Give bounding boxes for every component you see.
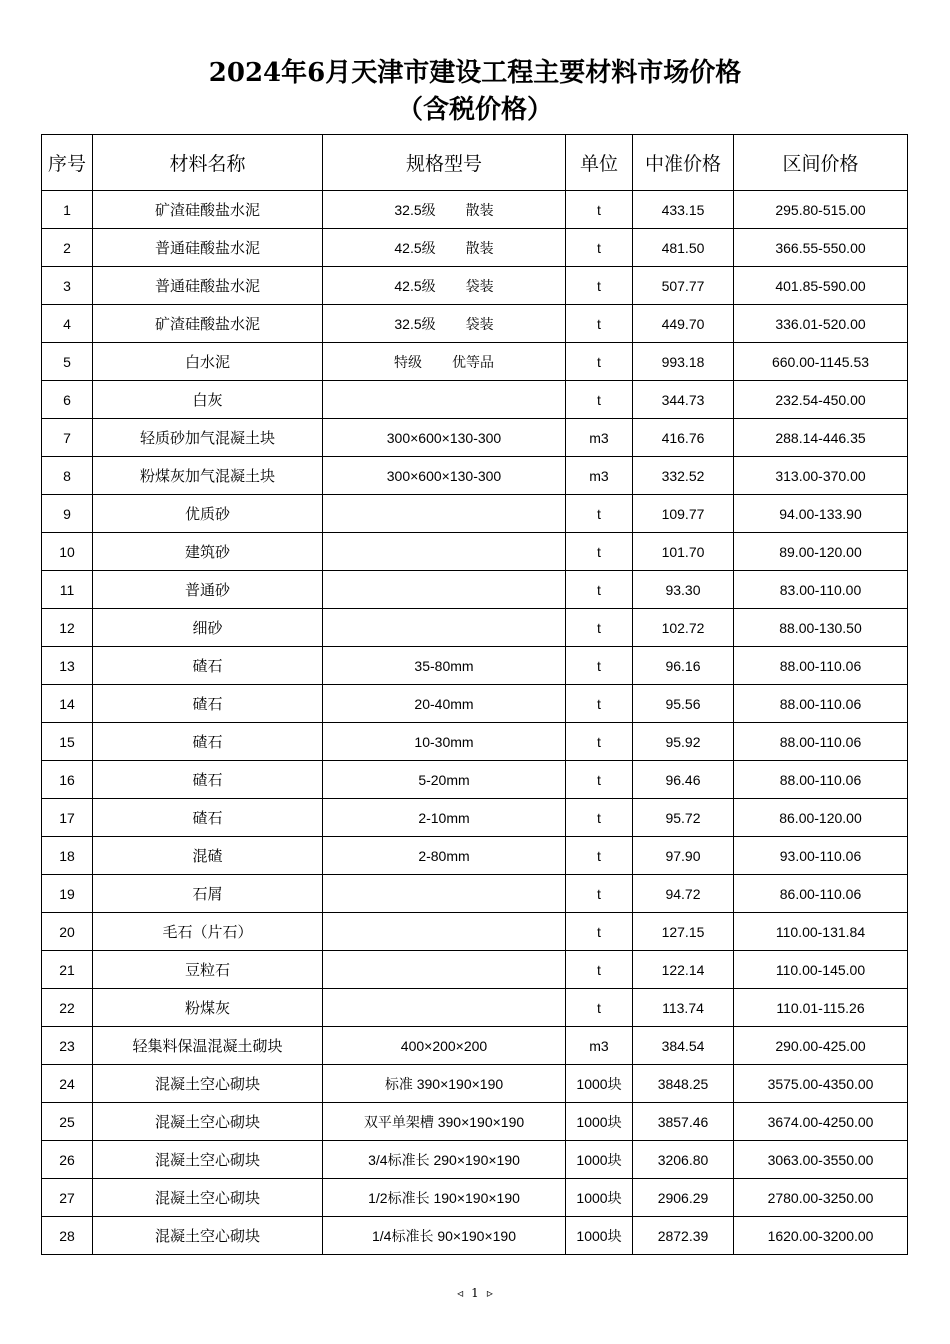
cell-range-price: 83.00-110.00 (734, 571, 908, 609)
cell-name: 石屑 (93, 875, 323, 913)
cell-range-price: 660.00-1145.53 (734, 343, 908, 381)
cell-spec (323, 723, 566, 761)
cell-name: 毛石（片石） (93, 913, 323, 951)
cell-range-price: 295.80-515.00 (734, 191, 908, 229)
cell-name: 混凝土空心砌块 (93, 1179, 323, 1217)
cell-mid-price: 481.50 (633, 229, 734, 267)
cell-unit: t (566, 647, 633, 685)
cell-unit: 1000块 (566, 1065, 633, 1103)
cell-mid-price: 96.16 (633, 647, 734, 685)
cell-range-price: 86.00-120.00 (734, 799, 908, 837)
cell-no: 6 (42, 381, 93, 419)
cell-name: 碴石 (93, 647, 323, 685)
cell-range-price: 288.14-446.35 (734, 419, 908, 457)
spec-value: 400×200×200 (400, 1037, 488, 1054)
cell-name: 普通砂 (93, 571, 323, 609)
cell-name: 矿渣硅酸盐水泥 (93, 191, 323, 229)
cell-mid-price: 95.56 (633, 685, 734, 723)
cell-name: 建筑砂 (93, 533, 323, 571)
cell-range-price: 89.00-120.00 (734, 533, 908, 571)
spec-value: 300×600×130-300 (386, 429, 502, 446)
cell-unit: t (566, 723, 633, 761)
cell-no: 17 (42, 799, 93, 837)
spec-value: 42.5级 (394, 277, 436, 294)
cell-mid-price: 95.92 (633, 723, 734, 761)
header-range-price: 区间价格 (734, 135, 908, 191)
cell-spec (323, 913, 566, 951)
cell-range-price: 290.00-425.00 (734, 1027, 908, 1065)
cell-no: 11 (42, 571, 93, 609)
cell-name: 矿渣硅酸盐水泥 (93, 305, 323, 343)
cell-range-price: 110.00-145.00 (734, 951, 908, 989)
cell-no: 27 (42, 1179, 93, 1217)
cell-unit: t (566, 609, 633, 647)
cell-mid-price: 3206.80 (633, 1141, 734, 1179)
cell-mid-price: 127.15 (633, 913, 734, 951)
cell-name: 碴石 (93, 761, 323, 799)
table-row (42, 685, 908, 723)
cell-no: 12 (42, 609, 93, 647)
cell-no: 3 (42, 267, 93, 305)
cell-mid-price: 3848.25 (633, 1065, 734, 1103)
table-row (42, 1027, 908, 1065)
cell-unit: 1000块 (566, 1179, 633, 1217)
cell-range-price: 110.00-131.84 (734, 913, 908, 951)
cell-unit: t (566, 685, 633, 723)
cell-spec (323, 837, 566, 875)
cell-mid-price: 94.72 (633, 875, 734, 913)
cell-no: 15 (42, 723, 93, 761)
cell-unit: t (566, 913, 633, 951)
cell-name: 粉煤灰加气混凝土块 (93, 457, 323, 495)
header-spec: 规格型号 (323, 135, 566, 191)
cell-name: 轻质砂加气混凝土块 (93, 419, 323, 457)
cell-range-price: 110.01-115.26 (734, 989, 908, 1027)
table-header-row (42, 135, 908, 191)
spec-value: 1/2标准长 190×190×190 (368, 1189, 520, 1206)
cell-name: 白灰 (93, 381, 323, 419)
cell-mid-price: 93.30 (633, 571, 734, 609)
cell-range-price: 88.00-110.06 (734, 723, 908, 761)
cell-unit: t (566, 533, 633, 571)
cell-name: 混凝土空心砌块 (93, 1103, 323, 1141)
spec-value: 32.5级 (394, 201, 436, 218)
table-row (42, 191, 908, 229)
cell-spec (323, 1179, 566, 1217)
spec-value: 1/4标准长 90×190×190 (372, 1227, 516, 1244)
cell-name: 混凝土空心砌块 (93, 1217, 323, 1255)
cell-unit: t (566, 761, 633, 799)
table-row (42, 381, 908, 419)
cell-name: 普通硅酸盐水泥 (93, 229, 323, 267)
cell-range-price: 401.85-590.00 (734, 267, 908, 305)
cell-unit: t (566, 267, 633, 305)
table-body (42, 191, 908, 1255)
cell-no: 7 (42, 419, 93, 457)
cell-no: 8 (42, 457, 93, 495)
cell-range-price: 3063.00-3550.00 (734, 1141, 908, 1179)
cell-mid-price: 332.52 (633, 457, 734, 495)
next-page-icon: ▹ (486, 1286, 493, 1300)
cell-spec (323, 343, 566, 381)
cell-unit: t (566, 305, 633, 343)
cell-name: 白水泥 (93, 343, 323, 381)
cell-no: 28 (42, 1217, 93, 1255)
cell-range-price: 3674.00-4250.00 (734, 1103, 908, 1141)
cell-mid-price: 109.77 (633, 495, 734, 533)
spec-value: 标准 390×190×190 (384, 1075, 504, 1092)
cell-no: 9 (42, 495, 93, 533)
cell-spec (323, 571, 566, 609)
cell-mid-price: 344.73 (633, 381, 734, 419)
spec-value: 10-30mm (414, 733, 474, 750)
cell-name: 普通硅酸盐水泥 (93, 267, 323, 305)
cell-unit: t (566, 837, 633, 875)
cell-no: 1 (42, 191, 93, 229)
cell-mid-price: 2906.29 (633, 1179, 734, 1217)
cell-spec (323, 267, 566, 305)
spec-value: 42.5级 (394, 239, 436, 256)
cell-name: 粉煤灰 (93, 989, 323, 1027)
cell-range-price: 2780.00-3250.00 (734, 1179, 908, 1217)
spec-value: 5-20mm (418, 771, 470, 788)
cell-mid-price: 384.54 (633, 1027, 734, 1065)
cell-spec (323, 761, 566, 799)
cell-range-price: 366.55-550.00 (734, 229, 908, 267)
page-number: 1 (471, 1286, 479, 1300)
cell-spec (323, 1065, 566, 1103)
cell-spec (323, 685, 566, 723)
cell-range-price: 88.00-110.06 (734, 647, 908, 685)
spec-value: 32.5级 (394, 315, 436, 332)
cell-no: 10 (42, 533, 93, 571)
table-row (42, 419, 908, 457)
cell-name: 碴石 (93, 799, 323, 837)
cell-spec (323, 1027, 566, 1065)
cell-no: 14 (42, 685, 93, 723)
cell-range-price: 3575.00-4350.00 (734, 1065, 908, 1103)
prev-page-icon: ◃ (457, 1286, 464, 1300)
spec-packing: 散装 (465, 201, 494, 218)
cell-unit: t (566, 571, 633, 609)
cell-unit: 1000块 (566, 1141, 633, 1179)
cell-spec (323, 1103, 566, 1141)
spec-value: 35-80mm (414, 657, 474, 674)
table-row (42, 1103, 908, 1141)
cell-name: 混碴 (93, 837, 323, 875)
table-row (42, 799, 908, 837)
table-row (42, 495, 908, 533)
cell-unit: t (566, 875, 633, 913)
table-row (42, 951, 908, 989)
cell-spec (323, 533, 566, 571)
header-no: 序号 (42, 135, 93, 191)
cell-spec (323, 799, 566, 837)
spec-packing: 袋装 (465, 315, 494, 332)
cell-unit: m3 (566, 419, 633, 457)
cell-range-price: 1620.00-3200.00 (734, 1217, 908, 1255)
page-subtitle: （含税价格） (396, 95, 553, 125)
spec-value: 特级 (394, 353, 422, 370)
cell-mid-price: 2872.39 (633, 1217, 734, 1255)
cell-unit: t (566, 951, 633, 989)
price-table (41, 134, 908, 1255)
cell-spec (323, 457, 566, 495)
cell-spec (323, 875, 566, 913)
cell-mid-price: 507.77 (633, 267, 734, 305)
cell-spec (323, 495, 566, 533)
cell-spec (323, 191, 566, 229)
cell-mid-price: 416.76 (633, 419, 734, 457)
cell-name: 优质砂 (93, 495, 323, 533)
table-row (42, 609, 908, 647)
cell-range-price: 88.00-130.50 (734, 609, 908, 647)
table-row (42, 457, 908, 495)
cell-name: 混凝土空心砌块 (93, 1141, 323, 1179)
cell-no: 25 (42, 1103, 93, 1141)
cell-no: 23 (42, 1027, 93, 1065)
cell-unit: t (566, 989, 633, 1027)
table-row (42, 723, 908, 761)
cell-no: 5 (42, 343, 93, 381)
table-row (42, 913, 908, 951)
cell-no: 21 (42, 951, 93, 989)
cell-mid-price: 449.70 (633, 305, 734, 343)
page-title: 2024年6月天津市建设工程主要材料市场价格 (208, 58, 742, 88)
table-row (42, 1217, 908, 1255)
cell-spec (323, 1217, 566, 1255)
cell-name: 细砂 (93, 609, 323, 647)
table-row (42, 343, 908, 381)
cell-range-price: 93.00-110.06 (734, 837, 908, 875)
cell-name: 碴石 (93, 723, 323, 761)
cell-mid-price: 95.72 (633, 799, 734, 837)
cell-spec (323, 381, 566, 419)
cell-mid-price: 102.72 (633, 609, 734, 647)
page-footer (0, 1286, 950, 1300)
cell-name: 碴石 (93, 685, 323, 723)
cell-name: 混凝土空心砌块 (93, 1065, 323, 1103)
cell-no: 16 (42, 761, 93, 799)
cell-unit: t (566, 495, 633, 533)
cell-unit: t (566, 343, 633, 381)
cell-range-price: 86.00-110.06 (734, 875, 908, 913)
cell-spec (323, 229, 566, 267)
cell-no: 2 (42, 229, 93, 267)
cell-spec (323, 305, 566, 343)
cell-unit: m3 (566, 1027, 633, 1065)
cell-spec (323, 951, 566, 989)
cell-range-price: 88.00-110.06 (734, 761, 908, 799)
cell-no: 20 (42, 913, 93, 951)
table-row (42, 761, 908, 799)
table-row (42, 875, 908, 913)
table-row (42, 267, 908, 305)
table-row (42, 533, 908, 571)
cell-range-price: 313.00-370.00 (734, 457, 908, 495)
cell-range-price: 336.01-520.00 (734, 305, 908, 343)
cell-mid-price: 3857.46 (633, 1103, 734, 1141)
cell-mid-price: 433.15 (633, 191, 734, 229)
cell-no: 22 (42, 989, 93, 1027)
header-name: 材料名称 (93, 135, 323, 191)
cell-no: 19 (42, 875, 93, 913)
cell-mid-price: 101.70 (633, 533, 734, 571)
table-row (42, 229, 908, 267)
header-mid-price: 中准价格 (633, 135, 734, 191)
table-row (42, 571, 908, 609)
cell-mid-price: 96.46 (633, 761, 734, 799)
spec-value: 2-80mm (418, 847, 470, 864)
cell-unit: t (566, 381, 633, 419)
cell-unit: t (566, 191, 633, 229)
cell-unit: t (566, 229, 633, 267)
spec-value: 3/4标准长 290×190×190 (368, 1151, 520, 1168)
cell-range-price: 94.00-133.90 (734, 495, 908, 533)
table-row (42, 989, 908, 1027)
cell-range-price: 232.54-450.00 (734, 381, 908, 419)
table-row (42, 1179, 908, 1217)
table-row (42, 647, 908, 685)
cell-unit: 1000块 (566, 1103, 633, 1141)
cell-no: 18 (42, 837, 93, 875)
cell-no: 4 (42, 305, 93, 343)
spec-packing: 散装 (465, 239, 494, 256)
cell-mid-price: 993.18 (633, 343, 734, 381)
cell-spec (323, 419, 566, 457)
spec-value: 20-40mm (414, 695, 474, 712)
spec-packing: 优等品 (452, 353, 494, 370)
cell-name: 豆粒石 (93, 951, 323, 989)
cell-spec (323, 609, 566, 647)
spec-value: 双平单架槽 390×190×190 (363, 1113, 525, 1130)
cell-spec (323, 647, 566, 685)
table-row (42, 1065, 908, 1103)
header-unit: 单位 (566, 135, 633, 191)
cell-range-price: 88.00-110.06 (734, 685, 908, 723)
table-row (42, 1141, 908, 1179)
table-row (42, 837, 908, 875)
cell-mid-price: 113.74 (633, 989, 734, 1027)
cell-name: 轻集料保温混凝土砌块 (93, 1027, 323, 1065)
table-row (42, 305, 908, 343)
spec-value: 300×600×130-300 (386, 467, 502, 484)
cell-spec (323, 1141, 566, 1179)
cell-mid-price: 122.14 (633, 951, 734, 989)
spec-value: 2-10mm (418, 809, 470, 826)
cell-unit: t (566, 799, 633, 837)
cell-no: 24 (42, 1065, 93, 1103)
cell-spec (323, 989, 566, 1027)
cell-no: 13 (42, 647, 93, 685)
cell-unit: m3 (566, 457, 633, 495)
spec-packing: 袋装 (465, 277, 494, 294)
cell-unit: 1000块 (566, 1217, 633, 1255)
cell-mid-price: 97.90 (633, 837, 734, 875)
cell-no: 26 (42, 1141, 93, 1179)
